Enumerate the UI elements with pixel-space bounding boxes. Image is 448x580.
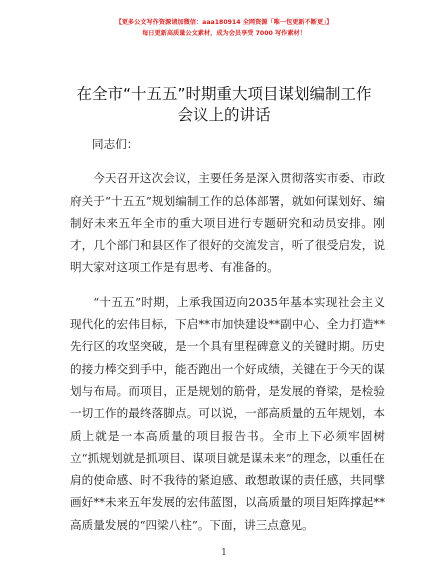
page-number: 1 xyxy=(221,548,227,558)
title-line-1: 在全市“十五五”时期重大项目谋划编制工作 xyxy=(76,85,372,103)
paragraph-1: 今天召开这次会议，主要任务是深入贯彻落实市委、市政府关于“十五五”规划编制工作的总体部署，就如何谋划好、编制好未来五年全市的重大项目进行专题研究和动员安排。刚才，几个部门和县区作了很好的交流发言，听了很受启发，说明大家对这项工作是有思考、有准备的。 xyxy=(70,171,385,275)
paragraph-2: “十五五”时期，上承我国迈向2035年基本实现社会主义现代化的宏伟目标，下启**市加快建设**副中心、全力打造**先行区的攻坚突破，是一个具有里程碑意义的关键时期。历史的接力棒交到手中，能否跑出一个好成绩，关键在于今天的谋划与布局。而项目，正是规划的筋骨，是发展的脊梁，是检验一切工作的最终落脚点。可以说，一部高质量的五年规划，本质上就是一本高质量的项目报告书。全市上下必须牢固树立“抓规划就是抓项目、谋项目就是谋未来”的理念，以重任在肩的使命感、时不我待的紧迫感、敢想敢谋的责任感，共同擘画好**未来五年发展的宏伟蓝图，以高质量的项目矩阵撑起**高质量发展的“四梁八柱”。下面，讲三点意见。 xyxy=(70,294,385,532)
greeting: 同志们： xyxy=(92,137,139,151)
document-body xyxy=(70,133,385,536)
promo-banner-line-2: 每日更新高质量公文素材，成为会员享受 7000 写作素材！ xyxy=(142,30,306,37)
document-title xyxy=(0,84,448,126)
promo-banner xyxy=(0,17,448,39)
title-line-2: 会议上的讲话 xyxy=(177,106,271,124)
promo-banner-line-1: 【更多公文写作资源请加微信：aaa180914 全网资源「唯一包更新不断更」】 xyxy=(115,19,333,26)
